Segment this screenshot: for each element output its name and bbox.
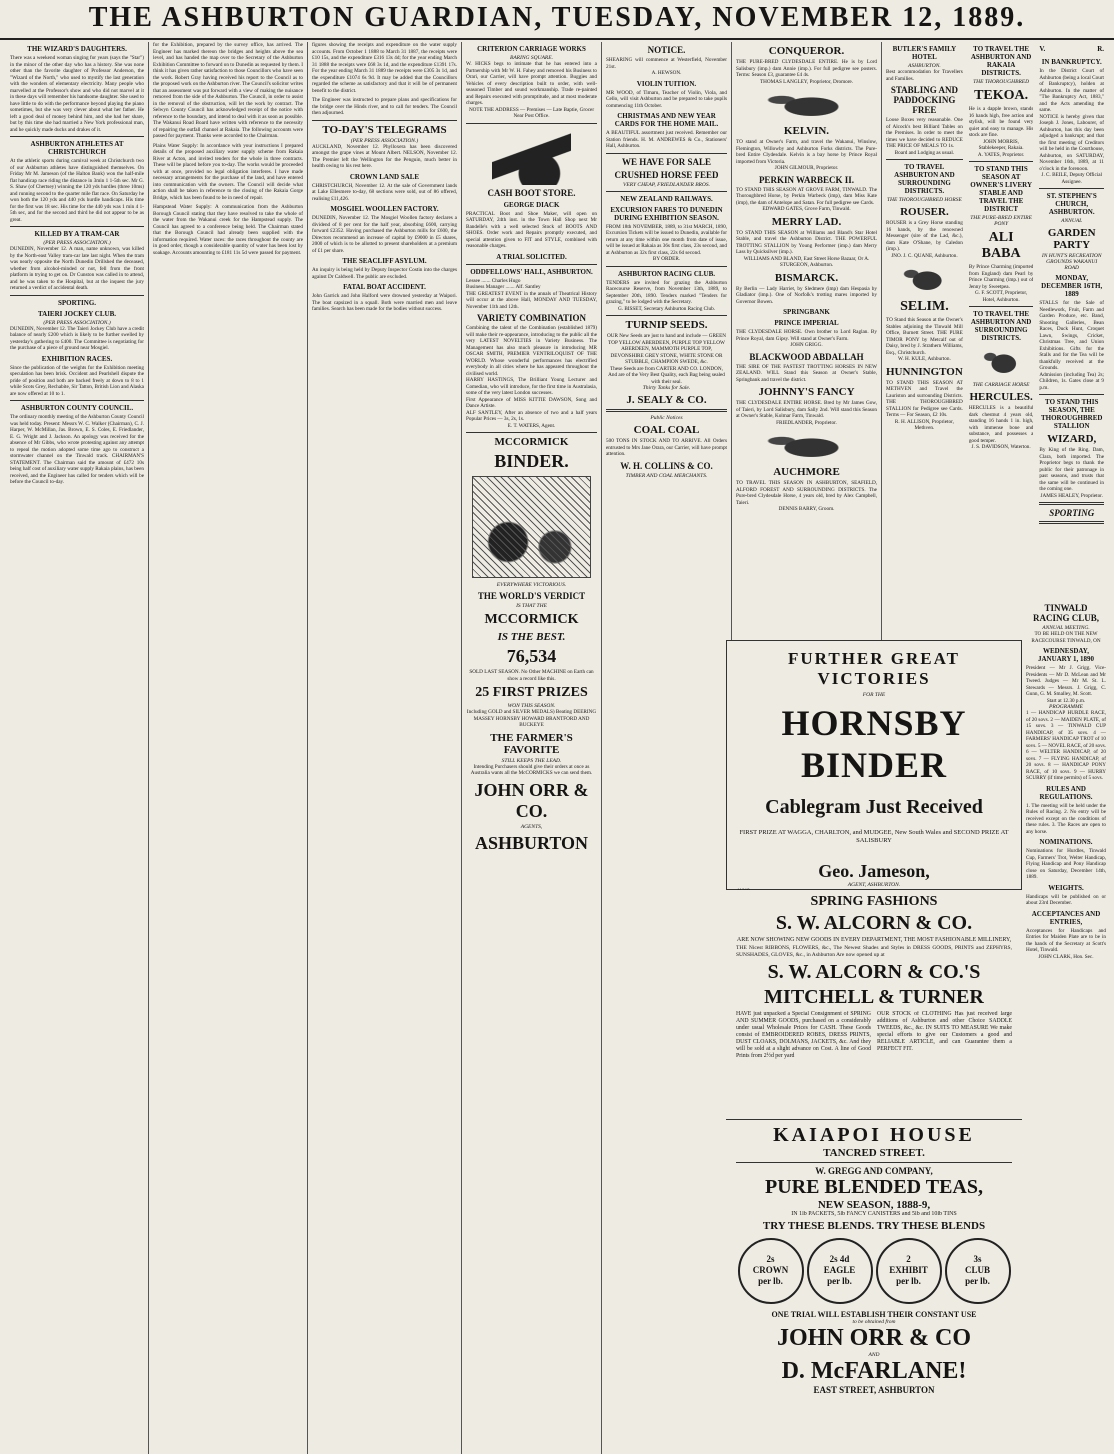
ad-body: PRACTICAL Boot and Shoe Maker, will open on SATURDAY, 24th inst. in the Town Hall Shop next Mr Bandelle's with a well selected Stock of BOOTS AND SHOES. Order work and Repairs promptly executed, and special attention given to FIT and STYLE, combined with reasonable charges. bbox=[466, 210, 597, 249]
ad-subheading: THE THOROUGHBRED bbox=[973, 79, 1030, 85]
article-heading: THE SEACLIFF ASYLUM. bbox=[342, 257, 427, 265]
ad-body: NOTE THE ADDRESS — Premises — Late Baptie, Grocer Near Post Office. bbox=[468, 106, 595, 119]
ad-subheading: STILL KEEPS THE LEAD. bbox=[501, 757, 562, 764]
ad-heading: BUTLER'S FAMILY HOTEL bbox=[892, 45, 957, 61]
divider bbox=[1039, 502, 1104, 505]
ad-body: Start at 12.30 p.m. bbox=[1046, 697, 1086, 704]
alcorn-ad bbox=[726, 890, 1022, 1120]
article-body: The Engineer was instructed to prepare plans and specifications for the bridge over the Hinds river, and to call for tenders. The Council then adjourned. bbox=[312, 97, 457, 116]
notices-column bbox=[1039, 42, 1104, 527]
article-heading: ASHBURTON ATHLETES AT CHRISTCHURCH bbox=[30, 140, 124, 156]
ad-body: By Prince Charming (imported from England) dam Pearl by Prince Charming (imp.) out of Jenny by Sweetpea. bbox=[968, 264, 1034, 290]
tea-unit: per lb. bbox=[965, 1276, 990, 1286]
tea-price: 2s 4d bbox=[829, 1254, 850, 1264]
ad-heading: PERKIN WARBECK II. bbox=[758, 174, 855, 185]
ad-body: IN 1lb PACKETS, 5lb FANCY CANISTERS and 5lb and 10lb TINS bbox=[791, 1211, 957, 1217]
ad-heading: AUCHMORE bbox=[773, 466, 840, 478]
article-subheading: (PER PRESS ASSOCIATION.) bbox=[350, 137, 419, 144]
tea-unit: per lb. bbox=[827, 1276, 852, 1286]
ad-body: OUR New Seeds are just to hand and include — GREEN TOP YELLOW ABERDEEN, PURPLE TOP YELLOW ABERDEEN, MAMMOTH PURPLE TOP, DEVONSHIRE GREY STONE, WHITE STONE OR STUBBLE, CHAMPION SWEDE, &c. bbox=[606, 333, 726, 365]
ad-heading: 25 FIRST PRIZES bbox=[475, 685, 588, 700]
ad-heading: TINWALD RACING CLUB, bbox=[1032, 603, 1099, 623]
ad-heading: COAL COAL bbox=[633, 424, 700, 436]
ad-heading: CRUSHED HORSE FEED bbox=[614, 169, 719, 180]
column-3 bbox=[308, 42, 462, 1454]
article-body: At the athletic sports during carnival week at Christchurch two of our Ashburton athletes have distinguished themselves. On Friday Mr M. Jameson (of the Halton Bank) won the half-mile flat handicap race riding the distance in 3min 1 1-5th sec. Mr G. S. Shaw (of Chertsey) winning the 120 yds hurdles (three 10ms) and running second to the quarter mile flat race. On Saturday he won both the 120 yds and 440 yds hurdle handicaps. His time for the first was 18 sec. His time for the 440 yds was 1 min 4 1-5th sec, and for the second and third he did not appear to be as great. bbox=[10, 158, 144, 223]
ad-body: In the District Court of Ashburton (being a local Court of Bankruptcy), holden at Ashburton. In the matter of "The Bankruptcy Act, 1883," and the Acts amending the same. bbox=[1039, 68, 1104, 113]
stallion-column bbox=[969, 42, 1034, 527]
ad-heading: NOMINATIONS. bbox=[1039, 838, 1093, 846]
ad-title: D. McFARLANE! bbox=[781, 1357, 967, 1384]
divider bbox=[466, 264, 597, 265]
divider bbox=[606, 191, 727, 192]
ad-body: HAVE just unpacked a Special Consignment of SPRING AND SUMMER GOODS, purchased on a considerably under usual Wholesale Prices for CASH. These Goods consist of EMBROIDERED ROBES, DRESS PRINTS, DUST CLOAKS, DOLMANS, JACKETS, &c. And they will be sold at a slight advance on Cost. A line of Good Prints from 2½d per yard bbox=[736, 1010, 871, 1059]
hornsby-binder-ad bbox=[726, 640, 1022, 890]
ad-heading: WEIGHTS. bbox=[1048, 883, 1084, 892]
article-body: AUCKLAND, November 12. Phylloxera has been discovered amongst the grape vines at Mount Albert. NELSON, November 12. The Premier left the Wellington for the Penguin, much better in health owing to his rest here. bbox=[312, 143, 457, 169]
ad-body: HARRY HASTINGS, The Brilliant Young Lecturer and Comedian, who will introduce, for the first time in Australasia, some of the very latest London successes. bbox=[466, 377, 597, 396]
ad-body: FRIEDLANDER, Proprietor. bbox=[776, 419, 837, 426]
tea-blend-badge bbox=[876, 1238, 942, 1304]
ad-heading: THE FARMER'S FAVORITE bbox=[490, 731, 573, 756]
ad-body: HERCULES is a beautiful dark chestnut 4 years old, standing 16 hands 1 in. high, with immense bone and substance, and possesses a good temper. bbox=[968, 405, 1034, 444]
ad-heading: PRINCE IMPERIAL bbox=[774, 319, 839, 327]
ad-heading: SPRING FASHIONS bbox=[810, 894, 938, 909]
ad-body: THE SIRE OF THE FASTEST TROTTING HORSES IN NEW ZEALAND. WILL Stand this Season at Owner's Stable, Springbank and travel the district. bbox=[736, 363, 877, 383]
ad-heading: VARIETY COMBINATION bbox=[476, 313, 587, 323]
ad-heading: STABLING AND PADDOCKING FREE bbox=[890, 85, 958, 115]
crest-letter: R. bbox=[1097, 45, 1104, 53]
article-heading: FATAL BOAT ACCIDENT. bbox=[343, 283, 426, 291]
article-body: CHRISTCHURCH, November 12. At the sale of Government lands at Lake Ellesmere to-day, 68 sections were sold, out of 86 offered, realising £11,426. bbox=[312, 182, 457, 202]
ad-heading: IN BANKRUPTCY. bbox=[1041, 58, 1102, 66]
divider bbox=[312, 120, 457, 121]
tea-blend-badge bbox=[738, 1238, 804, 1304]
ad-body: Combining the talent of the Combination (established 1879) will make their re-appearance, introducing to the public all the very LATEST NOVELTIES in Variety Business. The Management has also much pleasure in introducing MR OSCAR SMITH, PREMIER VENTRILOQUIST OF THE WORLD. Whose wonderful performances has electrified everybody in all cities where he has appeared throughout the civilised world. bbox=[466, 325, 597, 377]
ad-heading: VIOLIN TUITION. bbox=[636, 79, 697, 88]
article-body: The ordinary monthly meeting of the Ashburton County Council was held today. Present: Messrs W. C. Walker (Chairman), C. J. Harper, W. McMillan, Jas. Brown, E. S. Coles, E. Friedlander, E. G. Wright and J. Jackson. An apology was received for the absence of Mr Gibbs, who wrote protesting against any attempt to repeal the motion adopted some time ago to construct a stormwater channel on the Tinwald track. CHAIRMAN'S STATEMENT. The Chairman said the amount of £472 10s being half cost of auxiliary water supply Rakaia plains, has been received, and the Engineer has called for tenders which will be before the Council to-day. bbox=[10, 414, 144, 485]
ad-body: FIRST PRIZE AT WAGGA, CHARLTON, and MUDGEE, New South Wales and SECOND PRIZE AT SALISBURY bbox=[739, 829, 1009, 844]
ad-subheading: FOR THE bbox=[862, 692, 886, 698]
section-heading: SPORTING bbox=[1049, 508, 1095, 518]
ad-heading: WEDNESDAY, JANUARY 1, 1890 bbox=[1037, 647, 1095, 663]
ad-body: EDWARD GATES, Grove Farm, Tinwald. bbox=[762, 206, 851, 212]
ad-body: TENDERS are invited for grazing the Ashburton Racecourse Reserve, from November 13th, 1889, to September 20th, 1890. Tenders marked "Tenders for grazing," to be lodged with the Secretary. bbox=[606, 279, 727, 305]
ad-subheading: THE THOROUGHBRED HORSE bbox=[886, 197, 962, 203]
kaiapoi-house-ad bbox=[726, 1120, 1022, 1454]
ad-heading: CASH BOOT STORE. bbox=[487, 187, 576, 198]
ad-body: President — Mr J. Grigg. Vice-Presidents — Mr D. McLean and Mr Tweed. Judges — Mr M. St. L. Stewards — Messrs. J. Grigg, C. Gunn, G. M. Smalley, M. Scott. bbox=[1026, 665, 1106, 697]
ad-subheading: ANNUAL MEETING. bbox=[1042, 625, 1090, 631]
ad-body: JNO. J. C. QUANE, Ashburton. bbox=[891, 252, 958, 259]
tea-blend-badge bbox=[945, 1238, 1011, 1304]
ad-subheading: ANNUAL bbox=[1061, 218, 1083, 224]
ad-subheading: BARING SQUARE. bbox=[509, 55, 554, 61]
ad-heading: ASHBURTON bbox=[474, 832, 589, 853]
ad-title: MITCHELL & TURNER bbox=[764, 985, 984, 1008]
ad-body: A. HEWSON. bbox=[651, 70, 682, 76]
ad-subheading: VERY CHEAP, FRIEDLANDER BROS. bbox=[622, 181, 711, 188]
ad-heading: JOHN ORR & CO. bbox=[474, 779, 589, 821]
mt-columns bbox=[736, 1011, 1012, 1060]
divider bbox=[466, 123, 597, 124]
divider bbox=[1039, 188, 1104, 189]
ad-heading: TRY THESE BLENDS. TRY THESE BLENDS bbox=[762, 1219, 986, 1232]
article-body: An inquiry is being held by Deputy Inspector Costin into the charges against Dr Caldwell. The public are excluded. bbox=[312, 267, 457, 280]
divider bbox=[736, 1162, 1012, 1163]
ad-title: S. W. ALCORN & CO.'S bbox=[767, 960, 981, 983]
ad-heading: EXCURSION FARES TO DUNEDIN DURING EXHIBITION SEASON. bbox=[610, 205, 723, 222]
article-heading: TO-DAY'S TELEGRAMS bbox=[322, 123, 447, 136]
ad-body: SHEARING will commence at Westerfield, November 21st. bbox=[606, 57, 727, 70]
ad-body: TO STAND THIS SEASON at Williams and Bland's Star Hotel Stable, and travel the Ashburton District. THE POWERFUL TROTTING STALLION by Young Performer (imp.) dam Merry Lass by Quicksilver (imp.). bbox=[736, 229, 877, 255]
divider bbox=[886, 159, 963, 160]
ad-heading: NOTICE. bbox=[647, 45, 686, 55]
ad-body: G. BISSET, Secretary Ashburton Racing Club. bbox=[617, 305, 715, 312]
divider bbox=[10, 295, 144, 296]
ad-body: OUR STOCK of CLOTHING Has just received large additions of Ashburton and other Choice SADDLE TWEEDS, &c., &c. IN SUITS TO MEASURE We make special efforts to give our Customers a good and RELIABLE ARTICLE, and can Guarantee them a PERFECT FIT. bbox=[877, 1010, 1012, 1052]
ad-heading: WIZARD, bbox=[1047, 433, 1097, 445]
article-body: DUNEDIN, November 12. A man, name unknown, was killed by the North-east Valley tram-car late last night. When the tram was nearly opposite the North Dunedin Drillshed the deceased, whether from alcohol-minded or not, fell from the front platform in trying to get on. Dr Cunston was called in to attend, and he was taken to the Hospital, but at the inquest the jury returned a verdict of accidental death. bbox=[10, 246, 144, 291]
tea-price: 2 bbox=[906, 1254, 911, 1264]
article-body: Hampstead Water Supply: A communication from the Ashburton Borough Council stating that they have resolved to take the whole of the water from the Wakanui creek for the Hampstead supply. The Council has agreed to a conference being held. The Chairman stated that the Borough Council had already been supplied with the information required. Water races: the races throughout the county are in good order, though a considerable quantity of water has been lost by soakage. Accounts amounting to £181 11s 5d were passed for payment. bbox=[153, 204, 303, 256]
divider bbox=[10, 136, 144, 137]
article-heading: THE WIZARD'S DAUGHTERS. bbox=[27, 45, 127, 53]
upper-right-block bbox=[886, 42, 1104, 527]
ad-heading: ASHBURTON RACING CLUB. bbox=[617, 269, 716, 278]
ad-body: He is a dapple brown, stands 16 hands high, free action and stylish, will be found very quiet and easy to manage. His stock are fine. bbox=[968, 106, 1034, 138]
horse-illustration bbox=[979, 345, 1024, 379]
ad-heading: BISMARCK. bbox=[774, 271, 839, 284]
masthead bbox=[0, 0, 1114, 40]
ad-body: NOTICE is hereby given that Joseph J. Jones, Labourer, of Ashburton, has this day been adjudged a bankrupt; and that the first meeting of Creditors will be held in the Courthouse, Ashburton, on SATURDAY, November 16th, 1889, at 11 o'clock in the forenoon. bbox=[1039, 113, 1104, 172]
ad-heading: TO TRAVEL THE ASHBURTON AND SURROUNDING DISTRICTS. bbox=[970, 310, 1032, 342]
ad-subheading: THE PURE-BRED ENTIRE PONY bbox=[970, 215, 1032, 227]
ad-body: THOMAS LANGLEY, Proprietor, Dromore. bbox=[759, 78, 854, 85]
ad-body: ONE TRIAL WILL ESTABLISH THEIR CONSTANT USE bbox=[771, 1309, 977, 1319]
ad-body: By Berlin — Lady Harriet, by Sledmere (imp) dam Hespasia by Gladiator (imp.). One of Norfolk's trotting mares imported by Governor Bowen. bbox=[736, 285, 877, 305]
ad-subheading: ASHBURTON. bbox=[908, 63, 941, 69]
ad-body: R. H. ALLISON, Proprietor, Methven. bbox=[894, 418, 954, 431]
ad-body: Including GOLD and SILVER MEDALS) Beating DEERING MASSEY HORNSBY HOWARD BRANTFORD AND BUCKEYE bbox=[466, 709, 597, 728]
ad-subheading: THE CARRIAGE HORSE bbox=[972, 382, 1030, 388]
ad-heading: A TRIAL SOLICITED. bbox=[496, 252, 567, 261]
tea-price: 3s bbox=[973, 1254, 982, 1264]
ad-body: SOLD LAST SEASON. No Other MACHINE on Earth can show a record like this. bbox=[469, 669, 594, 682]
ad-body: First Appearance of MISS KITTIE DAWSON, Song and Dance Artiste. bbox=[466, 396, 597, 409]
divider bbox=[969, 161, 1034, 162]
article-body: John Garrick and John Halford were drowned yesterday at Waipori. The boat capsized in a squall. Both were married men and leave families. Search has been made for the bodies without success. bbox=[312, 293, 457, 312]
ad-body: J. S. DAVIDSON, Waterton. bbox=[971, 444, 1031, 450]
horse-illustration bbox=[757, 429, 856, 463]
ad-heading: TO STAND THIS SEASON, THE THOROUGHBRED STALLION bbox=[1040, 398, 1103, 430]
ad-subheading: AGENTS, bbox=[520, 823, 543, 830]
ad-body: Business Manager ....... Alf. Santley bbox=[466, 284, 541, 290]
ad-body: ALF SANTLEY, After an absence of two and a half years Popular Prices — 3s, 2s, 1s. bbox=[466, 409, 597, 422]
ad-heading: BINDER. bbox=[494, 451, 569, 471]
ad-heading: GARDEN PARTY bbox=[1047, 227, 1096, 251]
divider bbox=[466, 432, 597, 433]
article-body: There was a weekend woman singing for years (says the "Star") in the minor of the other day who has a history. She was none other than the favorite daughter of Professor Anderson, the "Wizard of the North," who used to mystify the last generation with the wonders of elementary electricity. Many people who marvelled at the Professor's show and who did not marvel at it in these days will remember his handsome daughter. She used to have little to do with the performance beyond playing the piano sometimes, but she was very clever about what her father. He left a good deal of money behind him, and she had her share, but by this time she had married a New York professional man, and he quickly made ducks and drakes of it. bbox=[10, 55, 144, 133]
article-subheading: (PER PRESS ASSOCIATION.) bbox=[43, 240, 111, 246]
ad-heading: NEW ZEALAND RAILWAYS. bbox=[620, 194, 713, 203]
ad-body: TO Stand this Season at the Owner's Stables adjoining the Tinwald Mill Office, Burnett Street. THE PURE TIMOR PONY by Metcalf out of Daisy, bred by J. Strathern Williams, Esq., Christchurch. bbox=[886, 317, 963, 356]
ad-subheading: PROGRAMME bbox=[1049, 704, 1083, 710]
ad-body: JOHN GILMOUR, Proprietor. bbox=[774, 165, 839, 171]
ad-heading: BLACKWOOD ABDALLAH bbox=[749, 351, 864, 362]
article-heading: SPORTING. bbox=[57, 298, 97, 307]
ad-title: PURE BLENDED TEAS, bbox=[764, 1176, 984, 1198]
ad-subheading: to be obtained from bbox=[852, 1318, 896, 1325]
ad-heading: J. SEALY & CO. bbox=[626, 394, 707, 406]
crest-letter: V. bbox=[1039, 45, 1046, 53]
ad-heading: TO STAND THIS SEASON AT OWNER'S LIVERY STABLE AND TRAVEL THE DISTRICT bbox=[970, 165, 1032, 213]
divider bbox=[969, 306, 1034, 307]
boot-illustration bbox=[492, 127, 571, 185]
article-heading: KILLED BY A TRAM-CAR bbox=[34, 230, 120, 238]
column-1 bbox=[6, 42, 149, 1454]
ad-body: 1. The meeting will be held under the Rules of Racing. 2. No entry will be received except on the conditions of these rules. 3. The Races are open to any horse. bbox=[1026, 802, 1106, 835]
ad-body: ARE NOW SHOWING NEW GOODS IN EVERY DEPARTMENT, THE MOST FASHIONABLE MILLINERY, bbox=[736, 937, 1012, 943]
ad-heading: CRITERION CARRIAGE WORKS bbox=[477, 45, 586, 53]
ad-body: STALLS for the Sale of Needlework, Fruit, Farm and Garden Produce, etc. Band, Shooting Galleries, Bean Races, Duck Hunt, Croquet Lawn, Swings, Cricket, Christmas Tree, and Union Exhibitions. Gifts for the Stalls and for the Tea will be thankfully received at the Grounds. bbox=[1039, 300, 1104, 371]
ad-title: KAIAPOI HOUSE bbox=[773, 1124, 975, 1146]
ad-subheading: AND bbox=[868, 1351, 880, 1358]
ad-heading: TURNIP SEEDS. bbox=[625, 319, 708, 331]
article-heading: ASHBURTON COUNTY COUNCIL. bbox=[20, 404, 134, 412]
tinwald-racing-block bbox=[1024, 600, 1108, 1454]
ad-body: By King of the Ring. Dam, Clara, both imported. The Proprietor begs to thank the public for their patronage in past seasons, and trusts that the same will be continued in the coming one. bbox=[1039, 447, 1104, 492]
ad-body: TO BE HELD ON THE NEW RACECOURSE TINWALD, ON bbox=[1031, 631, 1101, 644]
ad-body: Acceptances for Handicaps and Entries for Maiden Plate are to be in the hands of the Secretary at Scott's Hotel, Tinwald. bbox=[1026, 927, 1106, 953]
article-body: figures showing the receipts and expenditure on the water supply accounts. From October 1 1888 to March 31 1887, the receipts were £10 15s, and the expenditure £316 13s 4d; for the year ending March 31 1888 the receipts were £68 3s 1d, and the expenditure £1391 17s. For the year ending March 31 1889 the receipts were £305 3s 1d, and the expenditure £1074 6s 9d. It may be added that the Councillors regarded the scheme as satisfactory and that it will be of permanent benefit to the district. bbox=[312, 42, 457, 94]
ad-heading: HUNNINGTON bbox=[886, 365, 963, 378]
ad-heading: FURTHER GREAT VICTORIES bbox=[788, 649, 960, 688]
ad-heading: W. GREGG AND COMPANY, bbox=[815, 1166, 933, 1176]
ad-body: TO stand at Owner's Farm, and travel the Wakanui, Winslow, Flemington, Willowby and Ashburton Forks districts. The Pure-bred Entire Clydesdale. Kelvin is a bay horse by Prince Royal imported from Victoria. bbox=[736, 139, 877, 165]
column-5 bbox=[602, 42, 732, 1454]
ad-heading: CHRISTMAS AND NEW YEAR CARDS FOR THE HOME MAIL. bbox=[614, 112, 719, 128]
ad-body: A BEAUTIFUL assortment just received. Remember our Station friends. H. M. ANDREWES & Co., Stationers' Hall, Ashburton. bbox=[606, 130, 727, 149]
ad-body: WILLIAMS AND BLAND, East Street Horse Bazaar, Or A. STURGEON, Ashburton. bbox=[743, 255, 870, 268]
article-body: Since the publication of the weights for the Exhibition meeting speculation has been brisk. Occident and Pearlshell dispute the pride of position and both are backed freely at down to 8 to 1 while Scots Grey, Rechabite, Sir Tatton, British Lion and Alaska are now offered at 10 to 1. bbox=[10, 364, 144, 397]
article-body: DUNEDIN, November 12. The Taieri Jockey Club have a credit balance of nearly £200 which is likely to be further swelled by yesterday's gathering to £400. The Committee is negotiating for the purchase of a piece of ground near Mosgiel. bbox=[10, 325, 144, 351]
ad-body: THE GREATEST EVENT in the annals of Theatrical History will occur at the above Hall, MONDAY AND TUESDAY, November 11th and 12th. bbox=[466, 290, 597, 310]
ad-heading: MONDAY, DECEMBER 16TH, 1889 bbox=[1041, 274, 1103, 298]
ad-body: E. T. WATERS, Agent. bbox=[507, 422, 556, 429]
ad-subheading: IS THAT THE bbox=[516, 603, 547, 609]
ad-title: JOHN ORR & CO bbox=[777, 1324, 971, 1351]
tea-name: EAGLE bbox=[823, 1265, 856, 1275]
ad-heading: WE HAVE FOR SALE bbox=[621, 156, 712, 167]
ad-heading: MCCORMICK bbox=[484, 612, 579, 627]
ad-heading: SELIM. bbox=[900, 299, 949, 314]
ad-body: J. C. BEILE, Deputy Official Assignee. bbox=[1041, 172, 1102, 185]
tea-name: EXHIBIT bbox=[889, 1265, 928, 1275]
ad-body: 500 TONS IN STOCK AND TO ARRIVE. All Orders entrusted to Mrs Jane Orara, our Carrier, will have prompt attention. bbox=[606, 438, 727, 457]
ad-body: Intending Purchasers should give their orders at once as Australia wants all the McCORMICKS we can send them. bbox=[470, 763, 593, 776]
crest-row bbox=[1039, 42, 1104, 55]
article-body: DUNEDIN, November 12. The Mosgiel Woollen factory declares a dividend of 8 per cent for the half year, absorbing £600, carrying forward £2352. Having purchased the Ashburton mills for £600, the Directors recommend an increase of capital by £9000 in £5 shares, 2000 of which is to be allotted to present shareholders at a premium of £1 per share. bbox=[312, 215, 457, 254]
ad-body: Nominations for Hurdles, Tinwald Cup, Farmers' Trot, Welter Handicap, Flying Handicap and Pony Handicap close on Saturday, December 14th, 1889. bbox=[1026, 848, 1106, 880]
ad-heading: ROUSER. bbox=[900, 206, 949, 218]
article-heading: CROWN LAND SALE bbox=[349, 172, 420, 181]
ad-body: G. F. SCOTT, Proprietor, Hotel, Ashburton. bbox=[975, 290, 1028, 303]
ad-heading: KELVIN. bbox=[783, 125, 830, 137]
article-heading: EXHIBITION RACES. bbox=[41, 354, 113, 363]
ad-heading: W. H. COLLINS & CO. bbox=[620, 460, 713, 471]
tea-price: 2s bbox=[766, 1254, 775, 1264]
horse-illustration bbox=[757, 88, 856, 122]
tea-name: CROWN bbox=[752, 1265, 789, 1275]
ad-heading: IS THE BEST. bbox=[497, 631, 566, 643]
ad-body: MR WOOD, of Timaru, Teacher of Violin, Viola, and Cello, will visit Ashburton and be prepared to take pupils commencing 11th October. bbox=[606, 89, 727, 109]
tea-blends bbox=[736, 1238, 1012, 1304]
column-2 bbox=[149, 42, 308, 1454]
tea-unit: per lb. bbox=[896, 1276, 921, 1286]
ad-body: W. H. KULE, Ashburton. bbox=[898, 356, 951, 362]
ad-heading: RULES AND REGULATIONS. bbox=[1039, 784, 1093, 801]
ad-heading: Cablegram Just Received bbox=[765, 796, 983, 818]
ad-body: TO TRAVEL THIS SEASON IN ASHBURTON, SEAFIELD, ALFORD FOREST AND SURROUNDING DISTRICTS. The Pure-bred Clydesdale Horse, 4 years old, bred by Alex Campbell, Taieri. bbox=[736, 480, 877, 506]
article-subheading: (PER PRESS ASSOCIATION.) bbox=[43, 319, 111, 326]
divider bbox=[1039, 394, 1104, 395]
ad-body: 1 — HANDICAP HURDLE RACE, of 20 sovs. 2 — MAIDEN PLATE, of 15 sovs. 3 — TINWALD CUP HANDICAP, of 35 sovs. 4 — FARMERS' HANDICAP TROT of 10 sovs. 5 — NOVEL RACE, of 20 sovs. 6 — WELTER HANDICAP, of 20 sovs. 7 — FLYING HANDICAP, of 20 sovs. 8 — HANDICAP PONY RACE, of 10 sovs. 9 — HURRY SCURRY (if time permits) of 5 sovs. bbox=[1026, 710, 1106, 781]
ad-body: Handicaps will be published on or about 23rd December. bbox=[1026, 893, 1106, 906]
divider bbox=[606, 409, 727, 412]
tea-unit: per lb. bbox=[758, 1276, 783, 1286]
hotel-column bbox=[886, 42, 963, 527]
ad-subheading: Thirty Tanks for Sale. bbox=[642, 385, 691, 391]
ad-title: S. W. ALCORN & CO. bbox=[775, 912, 973, 934]
ad-subheading: WON THIS SEASON. bbox=[507, 703, 556, 709]
ad-body: THE PURE-BRED CLYDESDALE ENTIRE. He is by Lord Salisbury (imp.) dam Annie (imp.). For full pedigree see posters. Terms: Season £3, guarantee £4 4s. bbox=[736, 59, 877, 78]
ad-heading: TEKOA. bbox=[974, 88, 1029, 103]
divider bbox=[10, 226, 144, 227]
ad-body: Board and Lodging as usual. bbox=[894, 149, 955, 156]
divider bbox=[606, 315, 727, 316]
ad-body: THE CLYDESDALE HORSE. Own brother to Lord Raglan. By Prince Royal, dam Gipsy. Will stand at Owner's Farm. bbox=[736, 329, 877, 342]
ad-heading: HERCULES. bbox=[969, 391, 1033, 403]
tea-name: CLUB bbox=[964, 1265, 990, 1275]
ad-heading: THE WORLD'S VERDICT bbox=[477, 591, 586, 601]
ad-heading: TO TRAVEL THE ASHBURTON AND RAKAIA DISTRICTS. bbox=[970, 45, 1032, 77]
ad-address: EAST STREET, ASHBURTON bbox=[813, 1384, 935, 1395]
ad-body: THE Nicest RIBBONS, FLOWERS, &c., The Newest Shades and Styles in DRESS GOODS, PRINTS and ZEPHYRS, SUNSHADES, GLOVES, &c., in Ashburton Are now opened up at bbox=[736, 944, 1012, 958]
ad-subheading: TIMBER AND COAL MERCHANTS. bbox=[625, 472, 708, 479]
agent-title: AGENT, ASHBURTON. bbox=[847, 882, 901, 888]
agent-name: Geo. Jameson, bbox=[818, 861, 930, 881]
ad-heading: ALI BABA bbox=[981, 230, 1021, 261]
ad-body: JOHN MORRIS, Stablekeeper, Rakaia. bbox=[978, 138, 1024, 151]
ad-body: FROM 18th NOVEMBER, 1889, to 31st MARCH, 1890, Excursion Tickets will be issued to Dunedin, available for return at any time within one month from date of issue, will be issued at Rakaia as 36s first class, 23s second, and at Ashburton as 32s first class, 22s 6d second. bbox=[606, 223, 727, 256]
column-4 bbox=[462, 42, 602, 1454]
binder-machine-illustration bbox=[472, 476, 592, 578]
ad-subheading: NEW SEASON, 1888-9, bbox=[817, 1199, 931, 1211]
ad-heading: MCCORMICK bbox=[494, 436, 569, 448]
ad-heading: CONQUEROR. bbox=[768, 45, 845, 57]
ad-heading: TO TRAVEL ASHBURTON AND SURROUNDING DISTRICTS. bbox=[894, 163, 955, 195]
article-heading: TAIERI JOCKEY CLUB. bbox=[38, 309, 116, 318]
divider bbox=[606, 153, 727, 154]
ad-body: A. YATES, Proprietor. bbox=[977, 151, 1025, 158]
article-body: Plains Water Supply: In accordance with your instructions I prepared details of the proposed auxiliary water supply scheme from Rakaia River at Acton, and invited tenders for the whole in three contracts. These will be placed before you to-day. The works would be proceeded with at once, provided no legal obligation interferes. I have made necessary arrangements for the purchase of the land, and have entered into communication with the owners. The Council will decide what action shall be taken in reference to the closing of the Rakaia Gorge Bridge, which has been found to be in need of repair. bbox=[153, 142, 303, 201]
divider bbox=[10, 400, 144, 401]
ad-body: ROUSER is a Grey Horse standing 16 hands, by the renowned Messenger (sire of the Lad, &c.), dam Kate O'Shane, by Caledon (imp.). bbox=[886, 220, 963, 252]
divider bbox=[606, 266, 727, 267]
ad-body: JOHN GRIGG. bbox=[790, 342, 823, 348]
article-body: for the Exhibition, prepared by the survey office, has arrived. The Engineer has marked thereon the bridges and heights above the sea level, and has handed the map over to the Secretary of the Ashburton Exhibition Committee to forward on to Dunedin as requested by them. I think it has given rather satisfaction to those Councillors who have seen the work. Robert Gray having received his report to the Council as to the proposed work on the Ashburton river. The Council's solicitor writes that an assessment was put forward with a view of making the nuisance removed from the side of the Ashburton. The Council, in order to assist in the removal of the obstruction, will let the work by contract. The Selwyn County Council has acknowledged receipt of the notice with reference to the boundary, and intend to deal with it as soon as possible. The Wakanui Road Board have written with reference to the necessity of repairing the outfall channel at Rakaia. The following accounts were passed for payment. Thanks were accorded to the Chairman. bbox=[153, 42, 303, 139]
ad-heading: ACCEPTANCES AND ENTRIES, bbox=[1031, 909, 1101, 926]
ad-body: THE CLYDESDALE ENTIRE HORSE. Bred by Mr James Gow, of Taieri, by Lord Salisbury, dam Sally 2nd. Will stand this Season at Owner's Stable, Kolmar Farm, Tinwald. bbox=[736, 400, 877, 419]
ad-body: JOHN CLARK, Hon. Sec. bbox=[1038, 953, 1094, 960]
ad-heading: JOHNNY'S FANCY bbox=[758, 386, 855, 398]
ad-body: DENNIS BARRY, Groom. bbox=[778, 506, 835, 512]
ad-heading: GEORGE DIACK bbox=[503, 200, 560, 209]
ad-heading: MERRY LAD. bbox=[771, 215, 842, 228]
ad-subheading: TANCRED STREET. bbox=[823, 1147, 925, 1159]
ad-body: JAMES HEALEY, Proprietor. bbox=[1040, 492, 1103, 499]
ad-subheading: IN HUNT'S RECREATION GROUNDS WAKANUI ROAD bbox=[1041, 253, 1102, 271]
ad-body: BY ORDER. bbox=[652, 256, 681, 262]
sales-number: 76,534 bbox=[506, 646, 557, 666]
article-heading: MOSGIEL WOOLLEN FACTORY. bbox=[330, 205, 439, 213]
ad-body: TO STAND THIS SEASON AT GROVE FARM, TINWALD. The Thoroughbred Horse, by Perkin Warbeck (imp), dam Miss Kate (imp), the dam of Antelope and Satan. For full pedigree see Cards. bbox=[736, 186, 877, 206]
ad-body: Loose Boxes very reasonable. One of Alcock's best Billiard Tables on the Premises. In order to meet the times we have decided to REDUCE THE PRICE OF MEALS TO 1s. bbox=[886, 117, 963, 149]
ad-body: These Seeds are from CARTER AND CO. LONDON, And are of the Very Best Quality, each Bag being sealed with their seal. bbox=[608, 365, 725, 385]
tea-blend-badge bbox=[807, 1238, 873, 1304]
section-label: Public Notices bbox=[650, 415, 683, 421]
divider bbox=[1039, 521, 1104, 524]
ad-body: Lessee ....... Charles Hugo bbox=[466, 277, 521, 284]
ad-heading: SPRINGBANK bbox=[783, 308, 830, 316]
ad-body: TO STAND THIS SEASON AT METHVEN and Travel the Lauriston and surrounding Districts. THE THOROUGHBRED STALLION for Pedigree see Cards. Terms — For Season, £2 10s. bbox=[886, 379, 963, 418]
ad-body: W. HICKS begs to intimate that he has entered into a Partnership with Mr W. H. Fahey and removed his Business to Orari, our Carrier, will have prompt attention. Buggies and Vehicles of every description built to order, with well-seasoned Timber and sound workmanship. Trade re-painted and Repairs executed with promptitude, and at most moderate charges. bbox=[466, 61, 597, 106]
ad-body: Best accommodation for Travellers and Families. bbox=[886, 69, 963, 82]
masthead-title: THE ASHBURTON GUARDIAN, TUESDAY, NOVEMBER 12, 1889. bbox=[88, 2, 1026, 33]
ad-heading: ODDFELLOWS' HALL, ASHBURTON. bbox=[470, 267, 593, 276]
ad-title: HORNSBY BINDER bbox=[781, 703, 967, 785]
ad-body: Admission (including Tea) 2s; Children, 1s. Gates close at 9 p.m. bbox=[1039, 371, 1104, 391]
ad-heading: ST. STEPHEN'S CHURCH, ASHBURTON. bbox=[1046, 192, 1097, 216]
horse-illustration bbox=[898, 262, 952, 296]
ad-subheading: EVERYWHERE VICTORIOUS. bbox=[496, 582, 567, 588]
